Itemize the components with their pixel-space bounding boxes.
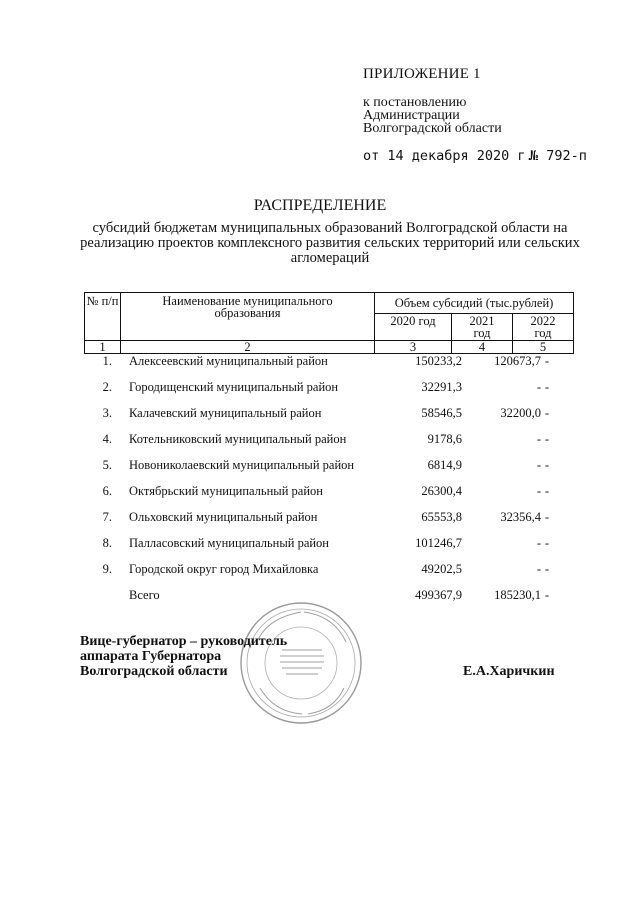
row-value-2021: - — [536, 432, 541, 446]
row-value-2020: 26300,4 — [421, 484, 462, 498]
col-number-4: 4 — [452, 341, 513, 354]
row-number: 6. — [102, 484, 112, 498]
row-name: Палласовский муниципальный район — [129, 536, 329, 550]
table-row — [84, 458, 584, 484]
row-value-2020: 101246,7 — [415, 536, 462, 550]
row-name: Калачевский муниципальный район — [129, 406, 322, 420]
row-value-2022: - — [544, 536, 550, 550]
row-number: 1. — [102, 354, 112, 368]
row-name: Алексеевский муниципальный район — [129, 354, 328, 368]
table-row — [84, 484, 584, 510]
row-value-2021: - — [536, 458, 541, 472]
decree-number: № 792-п — [530, 148, 587, 164]
row-name: Котельниковский муниципальный район — [129, 432, 347, 446]
table-row — [84, 380, 584, 406]
row-value-2020: 49202,5 — [421, 562, 462, 576]
col-number-5: 5 — [513, 341, 574, 354]
row-value-2021: - — [536, 380, 541, 394]
appendix-title: ПРИЛОЖЕНИЕ 1 — [363, 66, 481, 82]
col-number-1: 1 — [85, 341, 121, 354]
appendix-line-2: Администрации — [363, 108, 460, 123]
row-number: 3. — [102, 406, 112, 420]
row-value-2020: 65553,8 — [421, 510, 462, 524]
row-name: Ольховский муниципальный район — [129, 510, 318, 524]
header-year-2020: 2020 год — [375, 314, 452, 341]
row-number: 9. — [102, 562, 112, 576]
signatory-title — [80, 634, 287, 679]
row-name: Новониколаевский муниципальный район — [129, 458, 355, 472]
col-number-2: 2 — [121, 341, 375, 354]
table-row — [84, 536, 584, 562]
row-value-2022: - — [544, 458, 550, 472]
row-name: Октябрьский муниципальный район — [129, 484, 323, 498]
row-number: 4. — [102, 432, 112, 446]
row-number: 7. — [102, 510, 112, 524]
row-name: Городской округ город Михайловка — [129, 562, 319, 576]
decree-date: от 14 декабря 2020 г. — [363, 148, 534, 164]
row-value-2022: - — [544, 406, 550, 420]
row-value-2020: 9178,6 — [427, 432, 462, 446]
row-value-2022: - — [544, 484, 550, 498]
table-row — [84, 354, 584, 380]
row-value-2022: - — [544, 432, 550, 446]
row-value-2021: - — [536, 536, 541, 550]
total-label: Всего — [129, 588, 160, 602]
total-value-2021: 185230,1 — [494, 588, 541, 602]
row-value-2021: 32200,0 — [500, 406, 541, 420]
table-row — [84, 406, 584, 432]
signatory-title-line-1: Вице-губернатор – руководитель — [80, 634, 288, 649]
row-value-2021: - — [536, 562, 541, 576]
col-number-3: 3 — [375, 341, 452, 354]
row-value-2020: 6814,9 — [427, 458, 462, 472]
total-value-2020: 499367,9 — [415, 588, 462, 602]
appendix-line-3: Волгоградской области — [363, 121, 502, 136]
signatory-title-line-3: Волгоградской области — [80, 664, 228, 679]
row-value-2022: - — [544, 562, 550, 576]
document-subtitle: субсидий бюджетам муниципальных образований Волгоградской области на реализацию проектов комплексного развития сельских территорий или сельских агломераций — [80, 220, 580, 266]
signatory-title-line-2: аппарата Губернатора — [80, 649, 222, 664]
row-name: Городищенский муниципальный район — [129, 380, 339, 394]
header-year-2022: 2022 год — [513, 314, 574, 341]
table-row — [84, 510, 584, 536]
table-row — [84, 562, 584, 588]
row-value-2020: 58546,5 — [421, 406, 462, 420]
total-value-2022: - — [544, 588, 550, 602]
document-heading: РАСПРЕДЕЛЕНИЕ — [253, 197, 387, 214]
row-number: 5. — [102, 458, 112, 472]
appendix-line-1: к постановлению — [363, 95, 467, 110]
row-value-2020: 32291,3 — [421, 380, 462, 394]
row-value-2021: - — [536, 484, 541, 498]
signatory-name: Е.А.Харичкин — [463, 664, 555, 679]
row-number: 8. — [102, 536, 112, 550]
row-value-2020: 150233,2 — [415, 354, 462, 368]
row-value-2021: 120673,7 — [494, 354, 541, 368]
row-value-2022: - — [544, 354, 550, 368]
row-value-2021: 32356,4 — [500, 510, 541, 524]
row-value-2022: - — [544, 380, 550, 394]
header-volume: Объем субсидий (тыс.рублей) — [375, 293, 574, 314]
row-number: 2. — [102, 380, 112, 394]
header-num: № п/п — [85, 293, 121, 341]
distribution-table-header — [84, 292, 574, 354]
row-value-2022: - — [544, 510, 550, 524]
header-name: Наименование муниципального образования — [121, 293, 375, 341]
header-year-2021: 2021 год — [452, 314, 513, 341]
table-row — [84, 432, 584, 458]
